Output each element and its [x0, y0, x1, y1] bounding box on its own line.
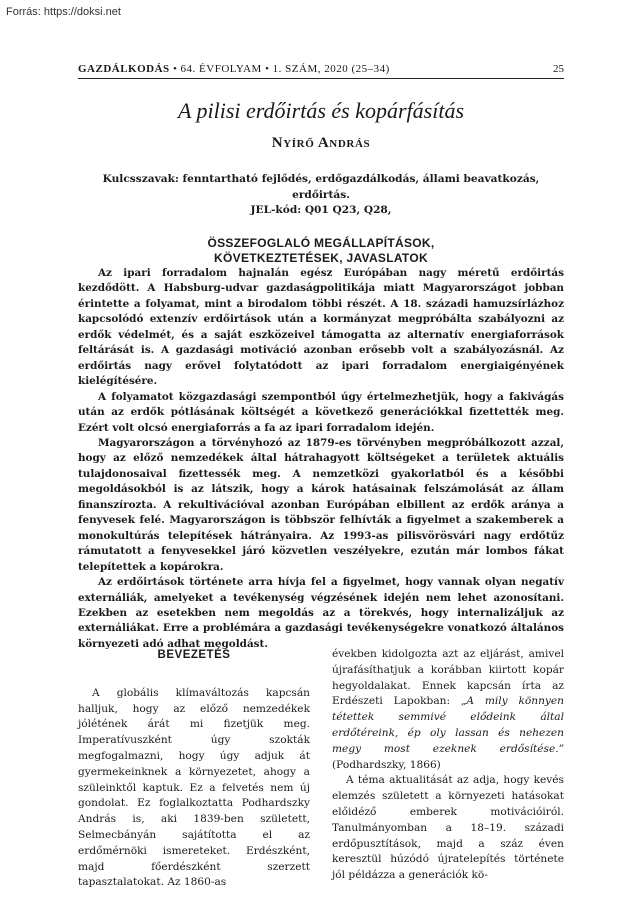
summary-heading-line-1: ÖSSZEFOGLALÓ MEGÁLLAPÍTÁSOK,	[207, 236, 435, 250]
jel-codes: JEL-kód: Q01 Q23, Q28,	[250, 204, 392, 216]
source-link[interactable]: Forrás: https://doksi.net	[6, 6, 121, 18]
intro-paragraph: A globális klímaváltozás kapcsán halljuk, hogy az előző nemzedékek jólétének árát mi fizetjük meg. Imperatívuszként úgy szokták megfogalmazni, hogy úgy adjuk át gyermekeinknek a környezetet, ahogy a szüleinktől kaptuk. Ez a felvetés nem új gondolat. Ez foglalkoztatta Podhardszky András is, aki 1839-ben született, Selmecbányán sajátította el az erdőmérnöki ismereteket. Erdészként, majd főerdészként szerzett tapasztalatokat. Az 1860-as	[78, 686, 310, 889]
intro-text: években kidolgozta azt az eljárást, amivel újrafásíthatjuk a korábban kiirtott kopár hegyoldalakat. Ennek kapcsán írta az Erdészeti Lapokban:	[332, 648, 564, 708]
summary-heading	[0, 236, 642, 265]
left-column	[78, 648, 310, 891]
journal-name: GAZDÁLKODÁS	[78, 63, 170, 75]
article-title: A pilisi erdőirtás és kopárfásítás	[177, 98, 465, 123]
abstract-paragraph: A folyamatot közgazdasági szempontból úgy értelmezhetjük, hogy a fakivágás után az erdők pótlásának költségét a következő generációkkal fizettették meg. Ezért volt olcsó energiaforrás a fa az ipari forradalom idején.	[78, 390, 564, 434]
abstract-paragraph: Magyarországon a törvényhozó az 1879-es törvényben megpróbálkozott azzal, hogy az előző nemzedékek által hátrahagyott költségeket a területek aktuális tulajdonosaival fizettessék meg. A nemzetközi gyakorlatból és a későbbi megoldásokból is az látszik, hogy a károk hatásainak felszámolását az állam finanszírozta. A rekultivációval azonban Európában elbillent az erdők aránya a fenyvesek felé. Magyarországon is többször felhívták a figyelmet a szakemberek a monokultúrás telepítések hátrányaira. Az 1993-as pilisvörösvári nagy erdőtűz rámutatott a fenyvesekkel járó közvetlen veszélyekre, ezután már lombos fákat telepítettek a kopárokra.	[78, 436, 564, 573]
summary-heading-line-2: KÖVETKEZTETÉSEK, JAVASLATOK	[214, 250, 428, 265]
right-column	[332, 647, 564, 884]
abstract	[78, 266, 564, 652]
abstract-paragraph: Az ipari forradalom hajnalán egész Európában nagy méretű erdőirtás kezdődött. A Habsburg-udvar gazdaságpolitikája miatt Magyarországot jobban érintette a folyamat, mint a birodalom többi részét. A 18. századi hamuzsírlázhoz kapcsolódó extenzív erdőirtások után a kormányzat megpróbálta szabályozni az erdők védelmét, és a saját eszközeivel támogatta az alternatív energiaforrások feltárását is. A gazdasági motiváció azonban erősebb volt a szabályozásnál. Az erdőirtás nagy erővel folytatódott az ipari forradalom energiaigényének kielégítésére.	[78, 267, 564, 388]
keywords-line: Kulcsszavak: fenntartható fejlődés, erdőgazdálkodás, állami beavatkozás, erdőirtás.	[102, 173, 540, 201]
intro-paragraph: A téma aktualitását az adja, hogy kevés elemzés született a környezeti hatásokat előidéző emberek motivációiról. Tanulmányomban a 18–19. századi erdőpusztítások, majd a száz éven keresztül húzódó újratelepítés története jól példázza a generációk kö-	[332, 774, 564, 882]
page-number: 25	[553, 63, 564, 75]
intro-paragraph-continued	[332, 647, 564, 773]
section-heading-intro: BEVEZETÉS	[157, 649, 231, 661]
podhardszky-quote: „A mily könnyen tétettek semmivé elődeink által erdőtéreink, ép oly lassan és nehezen megy most ezeknek erdősítése.”	[332, 695, 565, 755]
quote-citation: (Podhardszky, 1866)	[332, 758, 441, 771]
journal-info	[78, 63, 390, 75]
journal-header	[78, 63, 564, 79]
article-author: Nyírő András	[271, 135, 371, 151]
header-rule	[78, 78, 564, 79]
keywords-block	[100, 172, 542, 219]
journal-issue: • 64. ÉVFOLYAM • 1. SZÁM, 2020 (25–34)	[169, 63, 390, 75]
abstract-paragraph: Az erdőirtások története arra hívja fel a figyelmet, hogy vannak olyan negatív externáliák, amelyeket a tevékenység végzésének idején nem lehet azonosítani. Ezekben az esetekben nem megoldás az a törekvés, hogy internalizáljuk az externáliákat. Erre a problémára a gazdasági tevékenységekre vonatkozó általános környezeti adó adhat megoldást.	[78, 576, 564, 650]
